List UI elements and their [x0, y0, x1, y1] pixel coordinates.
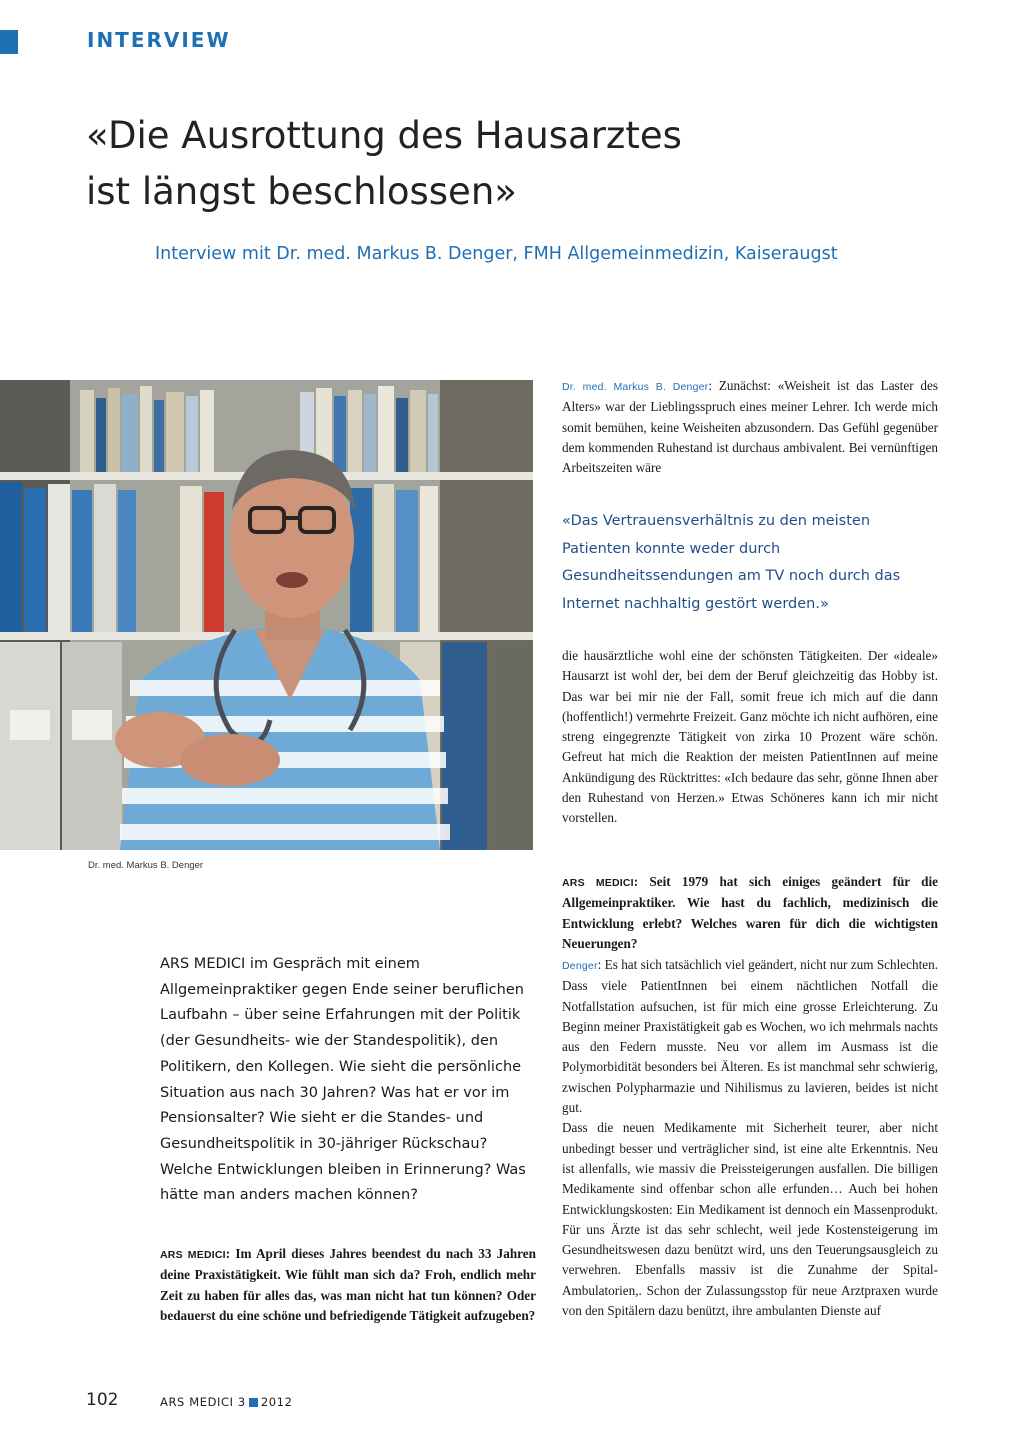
speaker-label: Denger	[562, 960, 598, 972]
speaker-label: Dr. med. Markus B. Denger	[562, 381, 709, 393]
speaker-label: ARS MEDICI	[160, 1249, 226, 1261]
question-1-text: Im April dieses Jahres beendest du nach 33 Jahren deine Praxistätigkeit. Wie fühlt man sich da? Froh, endlich mehr Zeit zu haben für alles das, was man nicht hat tun können? Oder bedauerst du eine schöne und befriedigende Tätigkeit aufzugeben?	[160, 1246, 536, 1323]
answer-2	[562, 955, 938, 1321]
section-label: INTERVIEW	[87, 28, 231, 52]
title-line-2: ist längst beschlossen»	[86, 170, 517, 213]
answer-1-part-1: Dr. med. Markus B. Denger: Zunächst: «Weisheit ist das Laster des Alters» war der Lieblingsspruch eines meiner Lehrer. Ich werde mich somit bemühen, keine Weisheiten abzusondern. Das Gefühl gegenüber dem kommenden Ruhestand ist durchaus ambivalent. Bei vernünftigen Arbeitszeiten wäre	[562, 378, 938, 476]
photo-caption: Dr. med. Markus B. Denger	[88, 860, 204, 871]
answer-2-text-1: Es hat sich tatsächlich viel geändert, nicht nur zum Schlechten. Dass viele PatientInnen bei einem nächtlichen Notfall die Notfallstation aufsuchen, ist für mich eine grosse Erleichterung. Zu Beginn meiner Praxistätigkeit gab es Wochen, wo ich mehrmals nachts aus den Federn musste. Neu vor allem im Ausmass ist die Polymorbidität besonders bei Älteren. Es ist manchmal sehr schwierig, zwischen Polypharmazie und Nihilismus zu lavieren, beides ist nicht gut.	[562, 957, 938, 1116]
question-2: ARS MEDICI: Seit 1979 hat sich einiges geändert für die Allgemeinpraktiker. Wie hast du fachlich, medizinisch die Entwicklung erlebt? Welches waren für dich die wichtigsten Neuerungen?	[562, 874, 938, 951]
journal-year: 2012	[260, 1395, 293, 1409]
answer-2-paragraph-2: Dass die neuen Medikamente mit Sicherheit teurer, aber nicht unbedingt besser und verträglicher sind, ist eine alte Erkenntnis. Neu ist allenfalls, wie massiv die Preissteigerungen ausfallen. Die billigen Medikamente sind offenbar schon alle erfunden… Auch bei hohen Entwicklungskosten: Ein Medikament ist dennoch ein Massenprodukt. Für uns Ärzte ist das sehr schlecht, weil jede Kostensteigerung im Gesundheitswesen dazu benützt wird, uns den Teuerungsausgleich zu verwehren. Ebenfalls massiv ist die Zunahme der Spital-Ambulatorien,. Schon der Zulassungsstop für neue Arztpraxen wurde von den Spitälern dazu benützt, ihre ambulanten Dienste auf	[562, 1120, 938, 1319]
article-title	[86, 108, 966, 220]
answer-1-text-1: Zunächst: «Weisheit ist das Laster des Alters» war der Lieblingsspruch eines meiner Lehrer. Ich werde mich somit bemühen, keine Weisheiten abzusondern. Das Gefühl gegenüber dem kommenden Ruhestand ist durchaus ambivalent. Bei vernünftigen Arbeitszeiten wäre	[562, 378, 938, 476]
portrait-photo	[0, 380, 533, 850]
section-marker	[0, 30, 18, 54]
footer-journal	[160, 1395, 293, 1409]
journal-name: ARS MEDICI 3	[160, 1395, 246, 1409]
title-line-1: «Die Ausrottung des Hausarztes	[86, 114, 682, 157]
answer-2-paragraph-1: Denger: Es hat sich tatsächlich viel geändert, nicht nur zum Schlechten. Dass viele PatientInnen bei einem nächtlichen Notfall die Notfallstation aufsuchen, ist für mich eine grosse Erleichterung. Zu Beginn meiner Praxistätigkeit gab es Wochen, wo ich mehrmals nachts aus den Federn musste. Neu vor allem im Ausmass ist die Polymorbidität besonders bei Älteren. Es ist manchmal sehr schwierig, zwischen Polypharmazie und Nihilismus zu lavieren, beides ist nicht gut.	[562, 957, 938, 1116]
lead-paragraph: ARS MEDICI im Gespräch mit einem Allgemeinpraktiker gegen Ende seiner beruflichen Laufbahn – über seine Erfahrungen mit der Politik (der Gesundheits- wie der Standespolitik), den Politikern, den Kollegen. Wie sieht die persönliche Situation aus nach 30 Jahren? Was hat er vor im Pensionsalter? Wie sieht er die Standes- und Gesundheitspolitik in 30-jähriger Rückschau? Welche Entwicklungen bleiben in Erinnerung? Was hätte man anders machen können?	[160, 956, 526, 1204]
answer-1-part-2: die hausärztliche wohl eine der schönsten Tätigkeiten. Der «ideale» Hausarzt ist wohl der, bei dem der Beruf gleichzeitig das Hobby ist. Das war bei mir nie der Fall, somit freue ich mich auf die dann (hoffentlich!) vermehrte Freizeit. Ganz möchte ich nicht aufhören, eine streng eingegrenzte Tätigkeit von zirka 10 Prozent wäre schön. Gefreut hat mich die Reaktion der meisten PatientInnen auf meine Ankündigung des Rücktrittes: «Ich bedaure das sehr, gönne Ihnen aber den Ruhestand von Herzen.» Etwas Schöneres kann ich mir nicht vorstellen.	[562, 648, 938, 826]
question-1: ARS MEDICI: Im April dieses Jahres beendest du nach 33 Jahren deine Praxistätigkeit. Wie fühlt man sich da? Froh, endlich mehr Zeit zu haben für alles das, was man nicht hat tun können? Oder bedauerst du eine schöne und befriedigende Tätigkeit aufzugeben?	[160, 1246, 536, 1323]
article-subtitle: Interview mit Dr. med. Markus B. Denger, FMH Allgemeinmedizin, Kaiseraugst	[155, 244, 838, 264]
speaker-label: ARS MEDICI	[562, 877, 634, 889]
pull-quote: «Das Vertrauensverhältnis zu den meisten Patienten konnte weder durch Gesundheitssendungen am TV noch durch das Internet nachhaltig gestört werden.»	[562, 513, 901, 612]
separator-square-icon	[249, 1398, 258, 1407]
photo-illustration	[0, 380, 533, 850]
question-2-text: Seit 1979 hat sich einiges geändert für die Allgemeinpraktiker. Wie hast du fachlich, medizinisch die Entwicklung erlebt? Welches waren für dich die wichtigsten Neuerungen?	[562, 874, 938, 951]
page-number: 102	[86, 1390, 119, 1410]
